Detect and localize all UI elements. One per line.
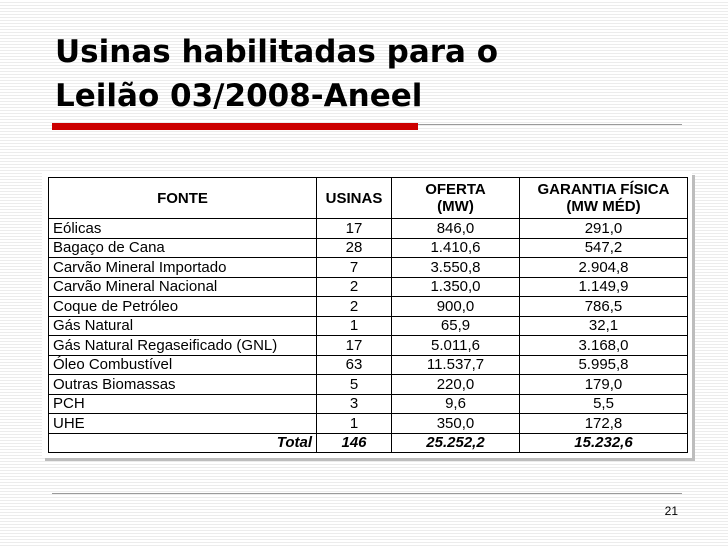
cell-usinas: 2 [317, 297, 392, 317]
cell-usinas: 1 [317, 414, 392, 434]
cell-oferta: 846,0 [392, 219, 520, 239]
cell-fonte: Outras Biomassas [49, 375, 317, 395]
table-row [49, 297, 688, 317]
slide-title-line-2: Leilão 03/2008-Aneel [55, 78, 423, 114]
table-image-frame [42, 172, 692, 458]
header-oferta-line-1: OFERTA [425, 181, 486, 198]
cell-garantia: 179,0 [520, 375, 688, 395]
cell-oferta: 9,6 [392, 394, 520, 414]
cell-fonte: Gás Natural [49, 316, 317, 336]
cell-garantia: 5.995,8 [520, 355, 688, 375]
header-garantia-line-2: (MW MÉD) [566, 198, 641, 215]
total-oferta: 25.252,2 [392, 433, 520, 453]
cell-oferta: 220,0 [392, 375, 520, 395]
cell-oferta: 1.410,6 [392, 238, 520, 258]
cell-usinas: 3 [317, 394, 392, 414]
cell-fonte: Eólicas [49, 219, 317, 239]
footer-divider [52, 493, 682, 494]
header-usinas: USINAS [317, 178, 392, 219]
title-accent-bar [52, 123, 418, 130]
total-garantia: 15.232,6 [520, 433, 688, 453]
cell-fonte: Bagaço de Cana [49, 238, 317, 258]
page-number: 21 [664, 504, 678, 518]
cell-fonte: Gás Natural Regaseificado (GNL) [49, 336, 317, 356]
cell-garantia: 3.168,0 [520, 336, 688, 356]
plants-table [48, 177, 688, 453]
header-garantia-line-1: GARANTIA FÍSICA [537, 181, 670, 198]
cell-usinas: 17 [317, 336, 392, 356]
cell-fonte: Carvão Mineral Importado [49, 258, 317, 278]
cell-garantia: 2.904,8 [520, 258, 688, 278]
total-label: Total [49, 433, 317, 453]
header-fonte: FONTE [49, 178, 317, 219]
cell-usinas: 2 [317, 277, 392, 297]
cell-oferta: 3.550,8 [392, 258, 520, 278]
table-row [49, 336, 688, 356]
table-header-row [49, 178, 688, 219]
cell-oferta: 900,0 [392, 297, 520, 317]
cell-garantia: 547,2 [520, 238, 688, 258]
header-oferta-line-2: (MW) [437, 198, 474, 215]
slide-title [55, 30, 498, 118]
table-row [49, 394, 688, 414]
table-row [49, 316, 688, 336]
cell-usinas: 28 [317, 238, 392, 258]
cell-oferta: 1.350,0 [392, 277, 520, 297]
cell-fonte: UHE [49, 414, 317, 434]
total-usinas: 146 [317, 433, 392, 453]
slide-title-line-1: Usinas habilitadas para o [55, 34, 499, 70]
table-row [49, 355, 688, 375]
header-oferta [392, 178, 520, 219]
cell-usinas: 5 [317, 375, 392, 395]
table-row [49, 277, 688, 297]
cell-usinas: 17 [317, 219, 392, 239]
cell-fonte: PCH [49, 394, 317, 414]
cell-oferta: 5.011,6 [392, 336, 520, 356]
table-row [49, 375, 688, 395]
cell-garantia: 172,8 [520, 414, 688, 434]
table-row [49, 219, 688, 239]
table-row [49, 414, 688, 434]
cell-garantia: 5,5 [520, 394, 688, 414]
cell-usinas: 63 [317, 355, 392, 375]
table-total-row [49, 433, 688, 453]
cell-oferta: 11.537,7 [392, 355, 520, 375]
cell-fonte: Carvão Mineral Nacional [49, 277, 317, 297]
cell-oferta: 350,0 [392, 414, 520, 434]
header-garantia [520, 178, 688, 219]
cell-fonte: Óleo Combustível [49, 355, 317, 375]
table-row [49, 238, 688, 258]
table-row [49, 258, 688, 278]
cell-garantia: 32,1 [520, 316, 688, 336]
cell-garantia: 786,5 [520, 297, 688, 317]
cell-usinas: 1 [317, 316, 392, 336]
cell-garantia: 1.149,9 [520, 277, 688, 297]
cell-fonte: Coque de Petróleo [49, 297, 317, 317]
cell-oferta: 65,9 [392, 316, 520, 336]
cell-usinas: 7 [317, 258, 392, 278]
cell-garantia: 291,0 [520, 219, 688, 239]
